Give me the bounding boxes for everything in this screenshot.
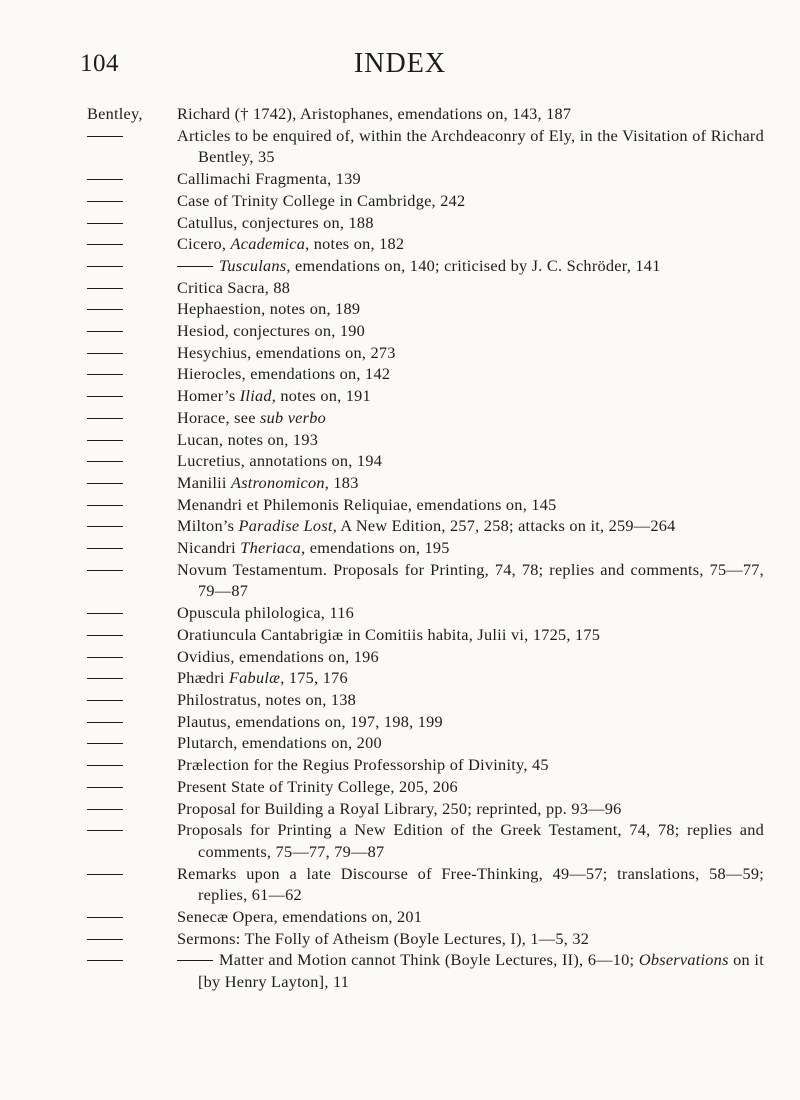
entry-text	[177, 515, 764, 537]
entry-text	[177, 472, 764, 494]
entry-title-suffix: , emendations on, 140; criticised by J. C. Schröder, 141	[286, 255, 661, 275]
ditto-dash	[87, 288, 123, 289]
entry-text	[198, 255, 764, 277]
ditto-dash	[87, 613, 123, 614]
entry-text: Hephaestion, notes on, 189	[177, 299, 361, 319]
ditto-dash	[87, 440, 123, 441]
entry-text: Hierocles, emendations on, 142	[177, 364, 391, 384]
entry-heading: Bentley,	[87, 104, 143, 123]
entry-italic-title: Theriaca	[240, 538, 302, 558]
ditto-dash	[87, 505, 123, 506]
index-entry	[0, 233, 800, 255]
entry-title-prefix: Nicandri	[177, 538, 241, 558]
index-entry	[0, 667, 800, 689]
ditto-dash	[177, 266, 213, 267]
entry-title-prefix: Homer’s	[177, 386, 240, 406]
ditto-dash	[87, 396, 123, 397]
entry-title-suffix: , A New Edition, 257, 258; attacks on it, 259—264	[332, 516, 676, 536]
ditto-dash	[87, 223, 123, 224]
entry-title-suffix: , notes on, 191	[271, 386, 371, 406]
entry-text	[177, 407, 764, 429]
entry-text: Lucretius, annotations on, 194	[177, 451, 383, 471]
ditto-dash	[177, 960, 213, 961]
entry-text: Proposal for Building a Royal Library, 250; reprinted, pp. 93—96	[177, 798, 622, 818]
ditto-dash	[87, 787, 123, 788]
ditto-dash	[87, 874, 123, 875]
index-entry	[0, 602, 800, 624]
ditto-dash	[87, 743, 123, 744]
ditto-dash	[87, 353, 123, 354]
index-entry	[0, 711, 800, 733]
entry-text: Remarks upon a late Discourse of Free-Thinking, 49—57; translations, 58—59; replies, 61—62	[177, 863, 764, 905]
index-entry	[0, 277, 800, 299]
ditto-dash	[87, 418, 123, 419]
entry-text: Ovidius, emendations on, 196	[177, 646, 379, 666]
index-entries	[0, 103, 800, 993]
index-entry	[0, 472, 800, 494]
index-entry	[0, 732, 800, 754]
entry-text: Hesychius, emendations on, 273	[177, 342, 396, 362]
ditto-dash	[87, 266, 123, 267]
index-entry	[0, 320, 800, 342]
entry-title-suffix: , 183	[324, 472, 359, 492]
index-entry	[0, 949, 800, 992]
page-title: INDEX	[353, 48, 447, 79]
entry-title-prefix: Horace, see	[177, 407, 260, 427]
entry-text: Lucan, notes on, 193	[177, 429, 319, 449]
index-entry	[0, 863, 800, 906]
ditto-dash	[87, 374, 123, 375]
entry-text: Proposals for Printing a New Edition of the Greek Testament, 74, 78; replies and comments, 75—77, 79—87	[177, 820, 764, 861]
index-entry	[0, 103, 800, 125]
index-entry	[0, 385, 800, 407]
ditto-dash	[87, 678, 123, 679]
entry-text	[177, 385, 764, 407]
entry-text: Sermons: The Folly of Atheism (Boyle Lectures, I), 1—5, 32	[177, 928, 590, 948]
entry-title-prefix: Phædri	[177, 668, 229, 688]
ditto-dash	[87, 765, 123, 766]
entry-text: Senecæ Opera, emendations on, 201	[177, 907, 423, 927]
index-entry	[0, 407, 800, 429]
entry-text: Catullus, conjectures on, 188	[177, 212, 374, 232]
entry-text	[198, 949, 764, 992]
ditto-dash	[87, 179, 123, 180]
running-head	[0, 44, 800, 84]
index-entry	[0, 776, 800, 798]
entry-title-suffix: , notes on, 182	[305, 234, 405, 254]
ditto-dash	[87, 917, 123, 918]
ditto-dash	[87, 526, 123, 527]
index-entry	[0, 798, 800, 820]
ditto-dash	[87, 201, 123, 202]
ditto-dash	[87, 570, 123, 571]
entry-title-prefix: Matter and Motion cannot Think (Boyle Lectures, II), 6—10;	[219, 950, 639, 970]
index-entry	[0, 494, 800, 516]
entry-title-suffix: on it [by Henry Layton], 11	[198, 950, 764, 992]
ditto-dash	[87, 136, 123, 137]
ditto-dash	[87, 244, 123, 245]
entry-text: Articles to be enquired of, within the Archdeaconry of Ely, in the Visitation of Richard Bentley, 35	[177, 125, 764, 167]
entry-italic-title: Astronomicon	[231, 472, 325, 492]
entry-title-prefix: Manilii	[177, 472, 232, 492]
entry-text: Menandri et Philemonis Reliquiae, emendations on, 145	[177, 494, 557, 514]
entry-italic-title: Fabulæ	[228, 668, 281, 688]
entry-text	[177, 537, 764, 559]
entry-text: Novum Testamentum. Proposals for Printing, 74, 78; replies and comments, 75—77, 79—87	[177, 559, 764, 601]
ditto-dash	[87, 960, 123, 961]
index-entry	[0, 646, 800, 668]
entry-text: Richard († 1742), Aristophanes, emendations on, 143, 187	[177, 104, 572, 123]
entry-italic-title: Iliad	[239, 386, 272, 406]
ditto-dash	[87, 483, 123, 484]
index-entry	[0, 342, 800, 364]
index-entry	[0, 906, 800, 928]
entry-italic-title: Tusculans	[219, 255, 287, 275]
entry-text: Critica Sacra, 88	[177, 277, 291, 297]
index-entry	[0, 928, 800, 950]
index-entry	[0, 624, 800, 646]
index-entry	[0, 168, 800, 190]
index-entry	[0, 819, 800, 862]
ditto-dash	[87, 548, 123, 549]
index-entry	[0, 212, 800, 234]
entry-text: Hesiod, conjectures on, 190	[177, 321, 366, 341]
index-entry	[0, 537, 800, 559]
ditto-dash	[87, 939, 123, 940]
entry-title-prefix: Cicero,	[177, 234, 231, 254]
entry-title-prefix: Milton’s	[177, 516, 239, 536]
ditto-dash	[87, 722, 123, 723]
ditto-dash	[87, 809, 123, 810]
entry-italic-title: Observations	[638, 950, 729, 970]
ditto-dash	[87, 635, 123, 636]
index-entry	[0, 125, 800, 168]
entry-text: Plautus, emendations on, 197, 198, 199	[177, 711, 443, 731]
entry-text: Oratiuncula Cantabrigiæ in Comitiis habita, Julii vi, 1725, 175	[177, 624, 601, 644]
index-entry	[0, 255, 800, 277]
entry-title-suffix: , emendations on, 195	[301, 538, 450, 558]
entry-text	[177, 667, 764, 689]
index-entry	[0, 450, 800, 472]
ditto-dash	[87, 700, 123, 701]
entry-italic-title: Academica	[230, 234, 306, 254]
index-entry	[0, 429, 800, 451]
entry-italic-title: sub verbo	[260, 407, 327, 427]
index-entry	[0, 754, 800, 776]
entry-title-suffix: , 175, 176	[280, 668, 348, 688]
index-entry	[0, 559, 800, 602]
index-entry	[0, 298, 800, 320]
ditto-dash	[87, 309, 123, 310]
index-entry	[0, 190, 800, 212]
index-entry	[0, 515, 800, 537]
page-number: 104	[80, 50, 119, 77]
ditto-dash	[87, 331, 123, 332]
entry-italic-title: Paradise Lost	[238, 516, 333, 536]
index-entry	[0, 689, 800, 711]
entry-text: Opuscula philologica, 116	[177, 603, 355, 623]
entry-text: Prælection for the Regius Professorship of Divinity, 45	[177, 755, 549, 775]
ditto-dash	[87, 461, 123, 462]
entry-text: Present State of Trinity College, 205, 206	[177, 776, 458, 796]
entry-text	[177, 233, 764, 255]
ditto-dash	[87, 830, 123, 831]
entry-text: Plutarch, emendations on, 200	[177, 733, 382, 753]
entry-text: Callimachi Fragmenta, 139	[177, 169, 361, 189]
ditto-dash	[87, 657, 123, 658]
entry-text: Philostratus, notes on, 138	[177, 689, 357, 709]
index-entry	[0, 363, 800, 385]
entry-text: Case of Trinity College in Cambridge, 242	[177, 190, 466, 210]
